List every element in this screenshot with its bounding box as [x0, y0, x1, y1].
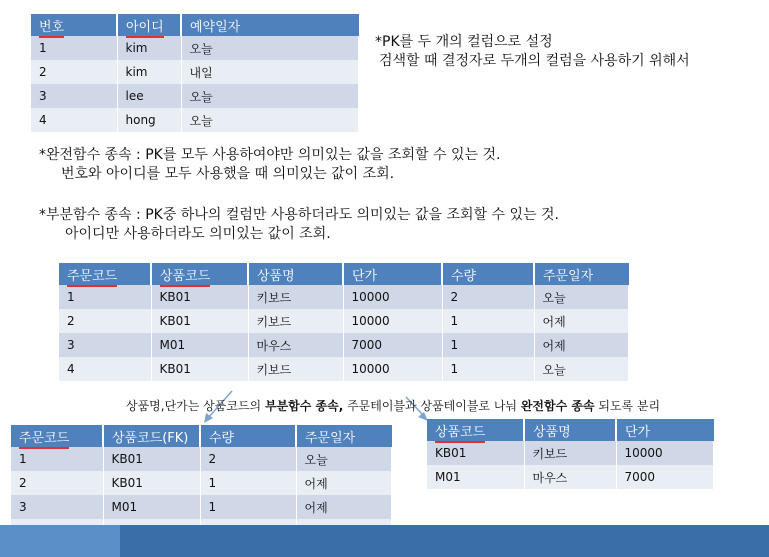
table-cell: 10000 [343, 285, 442, 309]
table-cell: M01 [151, 333, 248, 357]
table-cell: 1 [442, 357, 534, 381]
table-cell: 오늘 [296, 447, 392, 471]
column-header: 상품코드(FK) [103, 425, 200, 447]
table-cell: 10000 [343, 357, 442, 381]
table-cell: KB01 [151, 285, 248, 309]
column-header: 단가 [616, 419, 714, 441]
table-cell: KB01 [151, 309, 248, 333]
table-cell: 키보드 [248, 357, 343, 381]
column-header: 상품코드 [151, 263, 248, 285]
table-cell: kim [117, 60, 181, 84]
partial-dependency-line2: 아이디만 사용하더라도 의미있는 값이 조회. [65, 226, 331, 242]
table-cell: 마우스 [248, 333, 343, 357]
caption-bold: 완전함수 종속 [520, 399, 595, 413]
column-header: 예약일자 [181, 14, 359, 36]
table-cell: KB01 [151, 357, 248, 381]
column-header: 아이디 [117, 14, 181, 36]
column-header: 상품명 [524, 419, 616, 441]
table-cell: M01 [103, 495, 200, 519]
table-cell: 1 [200, 495, 296, 519]
pk-note-line1: *PK를 두 개의 컬럼으로 설정 [375, 34, 553, 50]
table-cell: 어제 [534, 333, 629, 357]
table-cell: 1 [442, 309, 534, 333]
column-header: 번호 [31, 14, 117, 36]
table-cell: 어제 [534, 309, 629, 333]
table-cell: 2 [59, 309, 151, 333]
table-cell: 2 [442, 285, 534, 309]
table-cell: 1 [200, 471, 296, 495]
table-row [11, 495, 392, 519]
column-header: 주문코드 [59, 263, 151, 285]
full-dependency-line1: *완전함수 종속 : PK를 모두 사용하여야만 의미있는 값을 조회할 수 있는 것. [39, 147, 501, 163]
table-cell: 2 [31, 60, 117, 84]
column-header: 주문코드 [11, 425, 103, 447]
table-cell: 키보드 [248, 309, 343, 333]
table-header-row [427, 419, 714, 441]
table-cell: 키보드 [524, 441, 616, 465]
column-header: 주문일자 [534, 263, 629, 285]
table-row [11, 447, 392, 471]
table-cell: 어제 [296, 495, 392, 519]
caption-text: 상품명,단가는 상품코드의 [126, 399, 265, 413]
table-cell: 3 [31, 84, 117, 108]
table-cell: 오늘 [534, 285, 629, 309]
table-cell: 4 [59, 357, 151, 381]
table-row [427, 465, 714, 489]
pk-note-line2: 검색할 때 결정자로 두개의 컬럼을 사용하기 위해서 [379, 53, 690, 69]
table-row [11, 471, 392, 495]
table-cell: 7000 [343, 333, 442, 357]
column-header: 수량 [200, 425, 296, 447]
table-cell: 오늘 [181, 36, 359, 60]
table-cell: KB01 [103, 447, 200, 471]
table-cell: kim [117, 36, 181, 60]
table-cell: 1 [31, 36, 117, 60]
table-cell: 3 [59, 333, 151, 357]
table-cell: 1 [59, 285, 151, 309]
table-cell: 2 [11, 471, 103, 495]
table-cell: 오늘 [181, 84, 359, 108]
table-cell: 7000 [616, 465, 714, 489]
table-cell: KB01 [427, 441, 524, 465]
column-header: 주문일자 [296, 425, 392, 447]
table-cell: 10000 [616, 441, 714, 465]
table-cell: 1 [442, 333, 534, 357]
caption-text: 주문테이블과 상품테이블로 나눠 [343, 399, 521, 413]
table-row [427, 441, 714, 465]
column-header: 수량 [442, 263, 534, 285]
table-cell: 오늘 [181, 108, 359, 132]
table-cell: 마우스 [524, 465, 616, 489]
table-cell: 1 [11, 447, 103, 471]
table-header-row [11, 425, 392, 447]
table-cell: 키보드 [248, 285, 343, 309]
table-cell: hong [117, 108, 181, 132]
table-cell: M01 [427, 465, 524, 489]
column-header: 상품명 [248, 263, 343, 285]
table-cell: lee [117, 84, 181, 108]
full-dependency-line2: 번호와 아이디를 모두 사용했을 때 의미있는 값이 조회. [61, 166, 395, 182]
column-header: 상품코드 [427, 419, 524, 441]
caption-text: 되도록 분리 [594, 399, 661, 413]
table-cell: 내일 [181, 60, 359, 84]
split-caption [126, 397, 660, 414]
footer-bar [0, 525, 769, 557]
table-cell: 3 [11, 495, 103, 519]
table-cell: 4 [31, 108, 117, 132]
table-cell: 10000 [343, 309, 442, 333]
table-cell: KB01 [103, 471, 200, 495]
table-cell: 오늘 [534, 357, 629, 381]
table-cell: 2 [200, 447, 296, 471]
caption-bold: 부분함수 종속, [264, 399, 344, 413]
column-header: 단가 [343, 263, 442, 285]
table-cell: 어제 [296, 471, 392, 495]
partial-dependency-line1: *부분함수 종속 : PK중 하나의 컬럼만 사용하더라도 의미있는 값을 조회할 수 있는 것. [39, 207, 559, 223]
product-table [427, 419, 714, 489]
footer-bar-accent [0, 525, 120, 557]
